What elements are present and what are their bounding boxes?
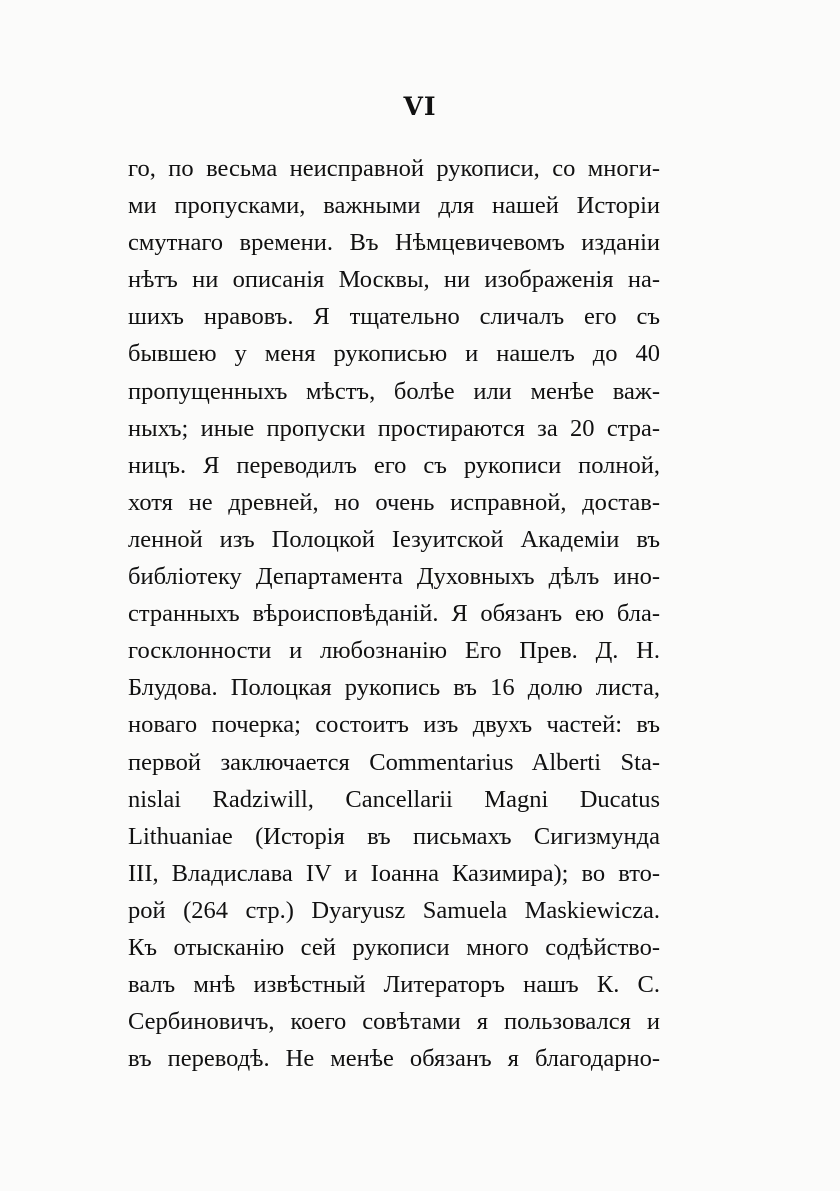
text-line: ницъ. Я переводилъ его съ рукописи полной, [128,451,660,479]
text-line: нѣтъ ни описанія Москвы, ни изображенія на- [128,266,660,294]
body-text [128,150,660,1077]
text-line: пропущенныхъ мѣстъ, болѣе или менѣе важ- [128,377,660,405]
text-line: смутнаго времени. Въ Нѣмцевичевомъ изданіи [128,229,660,257]
text-line: рой (264 стр.) Dyaryusz Samuela Maskiewicza. [128,896,660,924]
text-line: странныхъ вѣроисповѣданій. Я обязанъ ею бла- [128,600,660,628]
text-line: III, Владислава IV и Іоанна Казимира); во вто- [128,859,660,887]
text-line: Сербиновичъ, коего совѣтами я пользовался и [128,1008,660,1036]
text-line: Къ отысканію сей рукописи много содѣйство- [128,933,660,961]
text-line: валъ мнѣ извѣстный Литераторъ нашъ К. С. [128,971,660,999]
text-line: новаго почерка; состоитъ изъ двухъ частей: въ [128,711,660,739]
text-line: въ переводѣ. Не менѣе обязанъ я благодарно- [128,1045,660,1073]
text-line: госклонности и любознанію Его Прев. Д. Н. [128,637,660,665]
text-line: первой заключается Commentarius Alberti Sta- [128,748,660,776]
text-line: ныхъ; иные пропуски простираются за 20 стра- [128,414,660,442]
text-line: хотя не древней, но очень исправной, достав- [128,488,660,516]
text-line: nislai Radziwill, Cancellarii Magni Ducatus [128,785,660,813]
text-line: ленной изъ Полоцкой Іезуитской Академіи въ [128,525,660,553]
page-number: VI [403,92,437,121]
text-line: бывшею у меня рукописью и нашелъ до 40 [128,340,660,368]
text-line: Блудова. Полоцкая рукопись въ 16 долю листа, [128,674,660,702]
text-line: го, по весьма неисправной рукописи, со многи- [128,155,660,182]
text-line: шихъ нравовъ. Я тщательно сличалъ его съ [128,303,660,331]
text-line: библіотеку Департамента Духовныхъ дѣлъ ино- [128,563,660,591]
text-line: ми пропусками, важными для нашей Исторіи [128,192,660,220]
text-line: Lithuaniae (Исторія въ письмахъ Сигизмунда [128,822,660,850]
